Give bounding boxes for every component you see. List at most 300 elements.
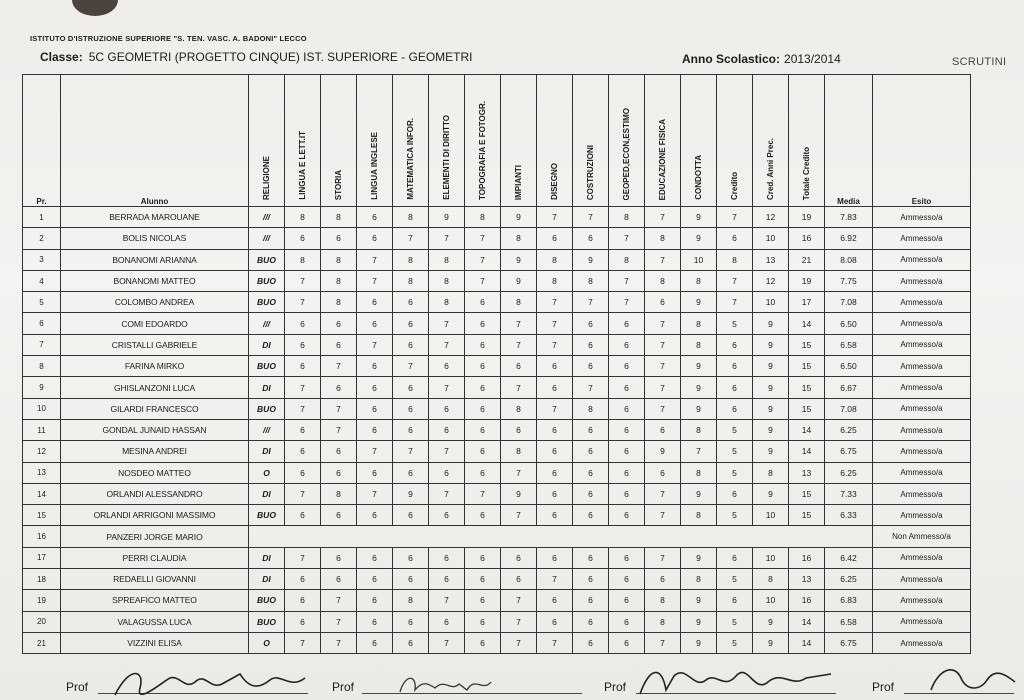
grade-cell: 7 (645, 334, 681, 355)
student-name: ORLANDI ARRIGONI MASSIMO (61, 505, 249, 526)
grade-cell: 21 (789, 249, 825, 270)
grade-cell: 6 (609, 569, 645, 590)
grade-cell: 9 (681, 547, 717, 568)
grade-cell: 6 (393, 334, 429, 355)
grade-cell: 8 (573, 270, 609, 291)
grade-cell: 6 (573, 334, 609, 355)
grade-cell: 10 (753, 505, 789, 526)
grade-cell: 7 (465, 249, 501, 270)
grade-cell: 6 (465, 377, 501, 398)
table-row (23, 505, 971, 526)
grade-cell: 10 (681, 249, 717, 270)
media-cell: 6.50 (825, 313, 873, 334)
grade-cell: 6 (429, 611, 465, 632)
table-row (23, 569, 971, 590)
grade-cell: 9 (753, 419, 789, 440)
media-cell: 6.58 (825, 334, 873, 355)
grade-cell: 8 (501, 228, 537, 249)
school-stamp (72, 0, 118, 16)
grade-cell: 6 (429, 356, 465, 377)
grade-cell: 6 (285, 505, 321, 526)
grade-cell: 8 (501, 441, 537, 462)
grade-cell: 6 (609, 441, 645, 462)
grade-cell: DI (249, 569, 285, 590)
grade-cell: 6 (537, 377, 573, 398)
esito-cell: Ammesso/a (873, 441, 971, 462)
grade-cell: 7 (609, 228, 645, 249)
grade-cell: 7 (501, 590, 537, 611)
school-year-value: 2013/2014 (784, 52, 841, 66)
grade-cell: 13 (789, 569, 825, 590)
media-cell: 6.75 (825, 441, 873, 462)
grade-cell: /// (249, 207, 285, 228)
grade-cell: 7 (573, 377, 609, 398)
grade-cell: 7 (645, 356, 681, 377)
grade-cell: 6 (609, 547, 645, 568)
grade-cell: 9 (681, 228, 717, 249)
table-row (23, 292, 971, 313)
grade-cell: 6 (357, 398, 393, 419)
media-cell: 6.83 (825, 590, 873, 611)
grade-cell: 10 (753, 292, 789, 313)
media-cell: 6.92 (825, 228, 873, 249)
col-subject: LINGUA INGLESE (357, 75, 393, 207)
grade-cell: 6 (573, 462, 609, 483)
class-line (40, 50, 473, 64)
grade-cell: 7 (537, 207, 573, 228)
grade-cell: 6 (393, 611, 429, 632)
col-subject: Credito (717, 75, 753, 207)
grade-cell: 6 (609, 590, 645, 611)
grade-cell: 6 (465, 292, 501, 313)
grade-cell: 6 (393, 292, 429, 313)
grade-cell: 7 (645, 398, 681, 419)
grade-cell: DI (249, 377, 285, 398)
grade-cell: 6 (573, 419, 609, 440)
handwritten-signature-4 (925, 660, 1020, 698)
grade-cell: 7 (429, 228, 465, 249)
grade-cell: 6 (573, 228, 609, 249)
grade-cell: 6 (393, 547, 429, 568)
grade-cell: 6 (321, 569, 357, 590)
grade-cell: 6 (537, 483, 573, 504)
school-year-label: Anno Scolastico: (682, 52, 781, 66)
table-row (23, 483, 971, 504)
grade-cell: 6 (285, 356, 321, 377)
grade-cell: 9 (681, 292, 717, 313)
student-name: BOLIS NICOLAS (61, 228, 249, 249)
grade-cell: 6 (357, 611, 393, 632)
media-cell: 6.25 (825, 569, 873, 590)
grade-cell: 5 (717, 632, 753, 653)
student-name: MESINA ANDREI (61, 441, 249, 462)
grade-cell: 9 (753, 632, 789, 653)
grade-cell: 8 (537, 270, 573, 291)
grade-cell: 6 (573, 441, 609, 462)
grade-cell: O (249, 462, 285, 483)
grade-cell: 6 (357, 377, 393, 398)
grade-cell: 7 (465, 270, 501, 291)
grade-cell: 7 (537, 398, 573, 419)
student-name: BONANOMI ARIANNA (61, 249, 249, 270)
table-row (23, 611, 971, 632)
grade-cell: 6 (573, 483, 609, 504)
grade-cell: 9 (501, 249, 537, 270)
table-row (23, 207, 971, 228)
grade-cell: 19 (789, 270, 825, 291)
row-number: 9 (23, 377, 61, 398)
grades-table (22, 74, 971, 654)
grade-cell: 6 (357, 569, 393, 590)
grade-cell: 6 (393, 398, 429, 419)
media-cell: 6.75 (825, 632, 873, 653)
grade-cell: 7 (285, 377, 321, 398)
media-cell: 7.08 (825, 398, 873, 419)
grade-cell: /// (249, 313, 285, 334)
grade-cell: 7 (573, 292, 609, 313)
student-name: BONANOMI MATTEO (61, 270, 249, 291)
grade-cell: 6 (465, 334, 501, 355)
col-subject: DISEGNO (537, 75, 573, 207)
grade-cell: 6 (537, 611, 573, 632)
grade-cell: 9 (753, 441, 789, 462)
grade-cell: BUO (249, 505, 285, 526)
grade-cell: 6 (501, 569, 537, 590)
grade-cell: 7 (537, 334, 573, 355)
student-name: PERRI CLAUDIA (61, 547, 249, 568)
esito-cell: Ammesso/a (873, 270, 971, 291)
table-row (23, 334, 971, 355)
grade-cell: 5 (717, 569, 753, 590)
grade-cell: 7 (501, 313, 537, 334)
grade-cell: 8 (429, 249, 465, 270)
grade-cell: /// (249, 228, 285, 249)
grade-cell: 7 (357, 249, 393, 270)
grade-cell: 6 (465, 419, 501, 440)
grade-cell: 7 (393, 228, 429, 249)
grade-cell: 9 (501, 270, 537, 291)
grade-cell: 6 (501, 419, 537, 440)
grade-cell: 7 (321, 632, 357, 653)
grade-cell: 7 (285, 292, 321, 313)
media-cell: 6.42 (825, 547, 873, 568)
row-number: 16 (23, 526, 61, 547)
grade-cell: 5 (717, 313, 753, 334)
grade-cell: 7 (321, 611, 357, 632)
grade-cell: 16 (789, 590, 825, 611)
grade-cell: 6 (717, 356, 753, 377)
grade-cell: 6 (285, 441, 321, 462)
grade-cell: 7 (609, 270, 645, 291)
grade-cell: 8 (645, 228, 681, 249)
grade-cell: 17 (789, 292, 825, 313)
class-label: Classe: (40, 50, 83, 64)
grade-cell: 9 (753, 356, 789, 377)
media-cell: 8.08 (825, 249, 873, 270)
grade-cell: 9 (681, 356, 717, 377)
grade-cell: /// (249, 419, 285, 440)
grade-cell: BUO (249, 292, 285, 313)
grade-cell: 7 (465, 228, 501, 249)
handwritten-signature-3 (636, 660, 836, 700)
grade-cell: O (249, 632, 285, 653)
media-cell: 7.75 (825, 270, 873, 291)
grade-cell: 6 (285, 590, 321, 611)
grade-cell: 7 (501, 632, 537, 653)
grade-cell: 9 (681, 398, 717, 419)
grade-cell: 8 (537, 249, 573, 270)
grade-cell: 8 (393, 270, 429, 291)
grade-cell: 6 (357, 207, 393, 228)
media-cell: 6.58 (825, 611, 873, 632)
table-row (23, 356, 971, 377)
grade-cell: 6 (609, 377, 645, 398)
grade-cell: 7 (429, 334, 465, 355)
grade-cell: 6 (465, 569, 501, 590)
school-year (682, 52, 841, 66)
grade-cell: 7 (537, 292, 573, 313)
row-number: 17 (23, 547, 61, 568)
grade-cell: 6 (573, 505, 609, 526)
row-number: 6 (23, 313, 61, 334)
grade-cell: 14 (789, 611, 825, 632)
grade-cell: 9 (681, 632, 717, 653)
grade-cell: 6 (609, 334, 645, 355)
grade-cell: 6 (321, 313, 357, 334)
grade-cell: 8 (321, 270, 357, 291)
grade-cell: 8 (465, 207, 501, 228)
table-row (23, 249, 971, 270)
grade-cell: 6 (465, 441, 501, 462)
grade-cell: 6 (501, 547, 537, 568)
grade-cell: 6 (717, 228, 753, 249)
grade-cell: BUO (249, 249, 285, 270)
esito-cell: Ammesso/a (873, 377, 971, 398)
student-name: GONDAL JUNAID HASSAN (61, 419, 249, 440)
grade-cell: 7 (537, 569, 573, 590)
grade-cell: 7 (357, 270, 393, 291)
student-name: REDAELLI GIOVANNI (61, 569, 249, 590)
grade-cell: 6 (573, 569, 609, 590)
grade-cell: 7 (429, 441, 465, 462)
esito-cell: Ammesso/a (873, 569, 971, 590)
grade-cell: 8 (681, 569, 717, 590)
grade-cell: 6 (285, 419, 321, 440)
grade-cell: 8 (753, 462, 789, 483)
grade-cell: 6 (357, 590, 393, 611)
grade-cell: 6 (537, 228, 573, 249)
grade-cell: 9 (429, 207, 465, 228)
grade-cell: 7 (645, 483, 681, 504)
grade-cell: 7 (537, 313, 573, 334)
grade-cell: 8 (717, 249, 753, 270)
esito-cell: Ammesso/a (873, 462, 971, 483)
grade-cell: 6 (393, 569, 429, 590)
grade-cell: 7 (285, 398, 321, 419)
esito-cell: Ammesso/a (873, 632, 971, 653)
grade-cell: 6 (573, 356, 609, 377)
col-subject: RELIGIONE (249, 75, 285, 207)
grade-cell: BUO (249, 356, 285, 377)
grade-cell: 6 (393, 632, 429, 653)
grade-cell: 7 (717, 292, 753, 313)
esito-cell: Ammesso/a (873, 313, 971, 334)
grade-cell: 12 (753, 270, 789, 291)
grade-cell: 7 (465, 483, 501, 504)
grade-cell: 6 (321, 228, 357, 249)
grade-cell: 6 (717, 547, 753, 568)
student-name: SPREAFICO MATTEO (61, 590, 249, 611)
grade-cell: 13 (789, 462, 825, 483)
prof-label: Prof (66, 680, 89, 694)
grade-cell: 7 (645, 249, 681, 270)
grade-cell: 8 (681, 505, 717, 526)
grade-cell: 6 (357, 313, 393, 334)
col-subject: CONDOTTA (681, 75, 717, 207)
media-cell: 6.33 (825, 505, 873, 526)
grade-cell: 6 (717, 483, 753, 504)
student-name: NOSDEO MATTEO (61, 462, 249, 483)
row-number: 20 (23, 611, 61, 632)
esito-cell: Ammesso/a (873, 419, 971, 440)
grade-cell: 6 (717, 377, 753, 398)
grade-cell: 6 (717, 334, 753, 355)
grade-cell: 6 (501, 356, 537, 377)
grade-cell: 9 (753, 334, 789, 355)
grade-cell: 8 (393, 590, 429, 611)
esito-cell: Non Ammesso/a (873, 526, 971, 547)
student-name: GHISLANZONI LUCA (61, 377, 249, 398)
grade-cell: 7 (501, 377, 537, 398)
grade-cell: 8 (573, 398, 609, 419)
grade-cell: 8 (501, 292, 537, 313)
grade-cell: 7 (717, 270, 753, 291)
col-subject: EDUCAZIONE FISICA (645, 75, 681, 207)
grade-cell: 10 (753, 590, 789, 611)
school-name: ISTITUTO D'ISTRUZIONE SUPERIORE "S. TEN. VASC. A. BADONI" LECCO (30, 34, 307, 43)
grade-cell: 6 (609, 483, 645, 504)
grade-cell: 6 (609, 419, 645, 440)
grade-cell: 8 (681, 270, 717, 291)
grade-cell: 6 (573, 632, 609, 653)
grade-cell: 9 (501, 207, 537, 228)
grade-cell: 6 (357, 292, 393, 313)
row-number: 18 (23, 569, 61, 590)
grade-cell: 6 (465, 462, 501, 483)
header-row (23, 75, 971, 207)
col-subject: LINGUA E LETT.IT (285, 75, 321, 207)
grade-cell: 6 (537, 462, 573, 483)
media-cell: 6.25 (825, 462, 873, 483)
esito-cell: Ammesso/a (873, 334, 971, 355)
grade-cell: 7 (645, 207, 681, 228)
grade-cell: 6 (537, 419, 573, 440)
grade-cell: 6 (573, 547, 609, 568)
col-subject: MATEMATICA INFOR. (393, 75, 429, 207)
grade-cell: 6 (429, 419, 465, 440)
grade-cell: 6 (573, 590, 609, 611)
row-number: 13 (23, 462, 61, 483)
esito-cell: Ammesso/a (873, 398, 971, 419)
row-number: 1 (23, 207, 61, 228)
student-name: VALAGUSSA LUCA (61, 611, 249, 632)
col-subject: Cred. Anni Prec. (753, 75, 789, 207)
grade-cell: 15 (789, 377, 825, 398)
grade-cell: 6 (285, 611, 321, 632)
grade-cell: 15 (789, 483, 825, 504)
grade-cell: 8 (321, 292, 357, 313)
grade-cell: 7 (717, 207, 753, 228)
grade-cell: 7 (501, 611, 537, 632)
table-row (23, 547, 971, 568)
col-subject: GEOPED,ECON,ESTIMO (609, 75, 645, 207)
grade-cell: 5 (717, 505, 753, 526)
grade-cell: 9 (753, 611, 789, 632)
grade-cell: 8 (321, 483, 357, 504)
student-name: GILARDI FRANCESCO (61, 398, 249, 419)
row-number: 12 (23, 441, 61, 462)
grade-cell: 7 (285, 547, 321, 568)
grade-cell: 6 (357, 632, 393, 653)
media-cell: 6.50 (825, 356, 873, 377)
grade-cell: 6 (321, 334, 357, 355)
row-number: 19 (23, 590, 61, 611)
grade-cell: 7 (573, 207, 609, 228)
grade-cell: 8 (321, 207, 357, 228)
student-name: COMI EDOARDO (61, 313, 249, 334)
grade-cell: 7 (357, 441, 393, 462)
student-rows (23, 207, 971, 654)
grade-cell: 7 (321, 419, 357, 440)
grade-cell: 15 (789, 334, 825, 355)
grade-cell: 14 (789, 441, 825, 462)
grade-cell: 6 (321, 377, 357, 398)
grade-cell: 7 (645, 632, 681, 653)
prof-label: Prof (604, 680, 627, 694)
grade-cell: 7 (285, 483, 321, 504)
grade-cell: 6 (537, 590, 573, 611)
grade-cell: 7 (393, 441, 429, 462)
grade-cell: 7 (645, 377, 681, 398)
grade-cell: 7 (501, 505, 537, 526)
media-cell: 7.08 (825, 292, 873, 313)
grade-cell: 6 (609, 611, 645, 632)
grade-cell: BUO (249, 398, 285, 419)
grade-cell: 6 (537, 356, 573, 377)
grade-cell: 7 (501, 462, 537, 483)
scrutinio-label: SCRUTINI (952, 56, 1007, 68)
table-row (23, 398, 971, 419)
grade-cell: 6 (609, 356, 645, 377)
col-alunno: Alunno (61, 75, 249, 207)
grade-cell: 16 (789, 547, 825, 568)
grade-cell: 7 (285, 632, 321, 653)
grade-cell: BUO (249, 270, 285, 291)
grade-cell: 6 (537, 547, 573, 568)
grade-cell: 8 (681, 334, 717, 355)
table-row (23, 377, 971, 398)
grade-cell: 6 (429, 505, 465, 526)
grade-cell: 6 (609, 398, 645, 419)
grade-cell: 6 (537, 441, 573, 462)
grade-cell: 8 (393, 249, 429, 270)
grade-cell: 8 (681, 462, 717, 483)
grade-cell: 8 (609, 249, 645, 270)
grade-cell: 8 (285, 249, 321, 270)
grade-cell: 6 (465, 356, 501, 377)
grade-cell: 8 (681, 313, 717, 334)
grade-cell: 6 (717, 590, 753, 611)
